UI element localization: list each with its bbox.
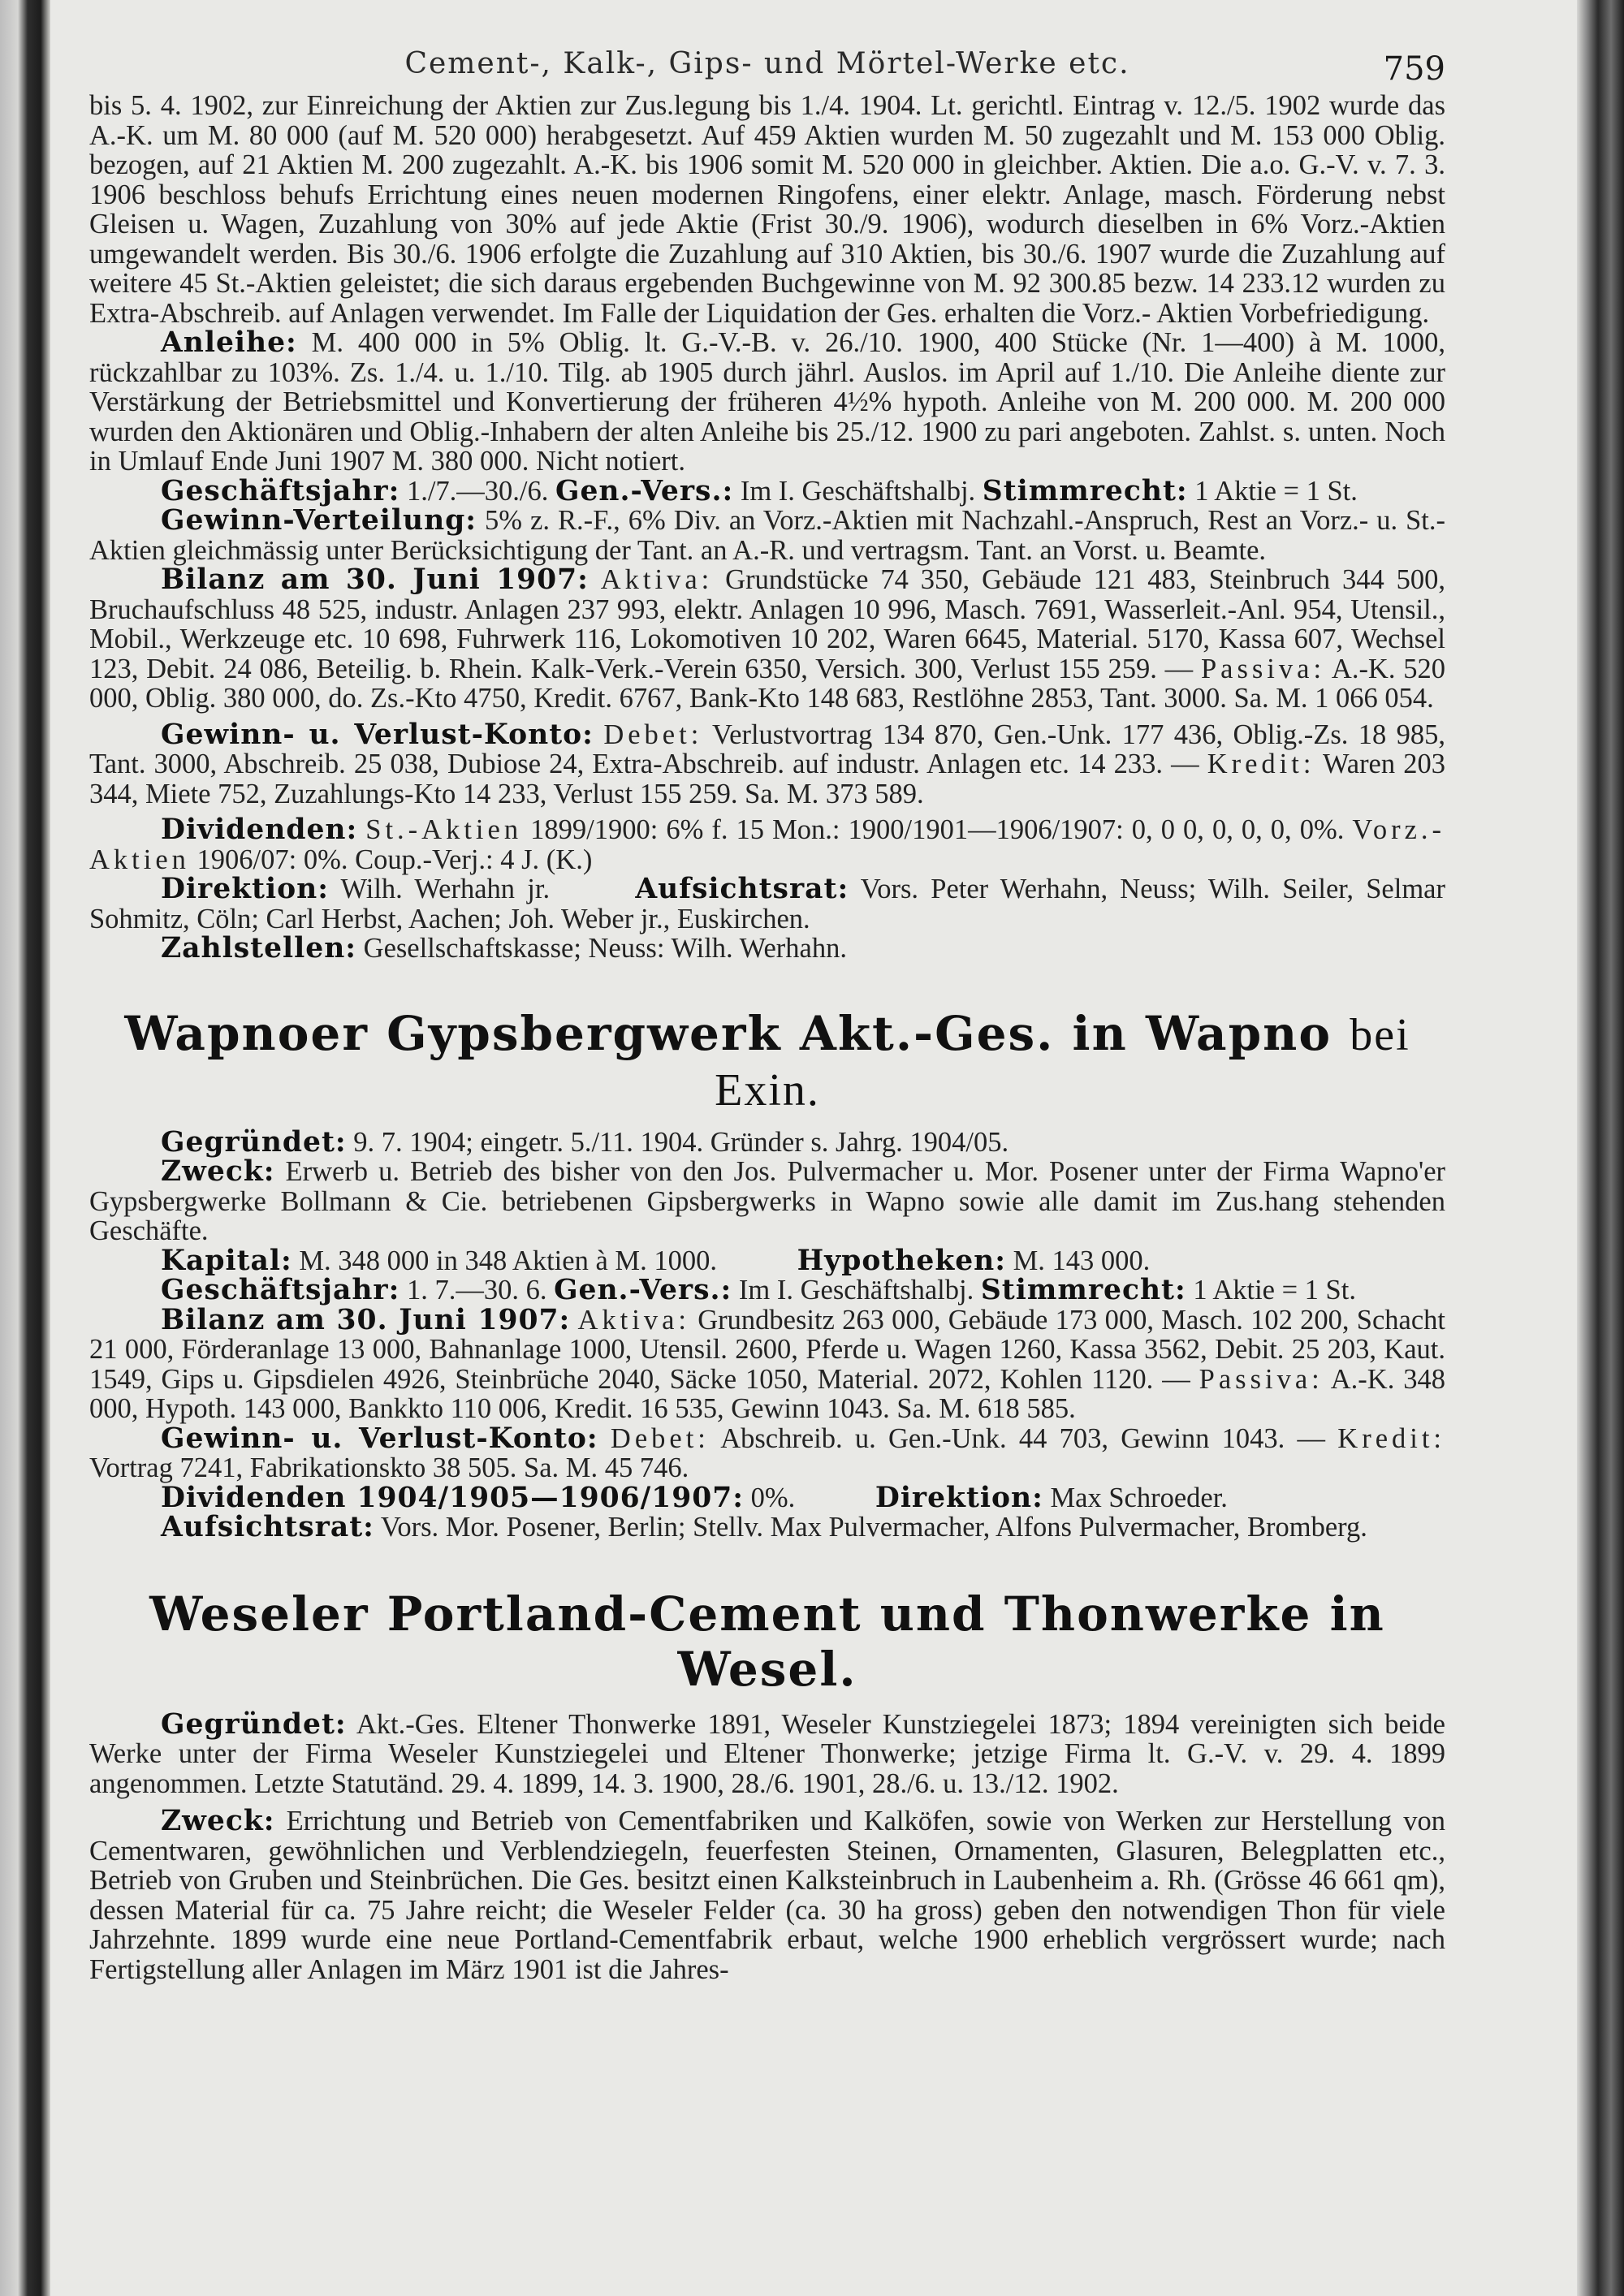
company-title-wapnoer-plain: bei Exin.: [715, 1009, 1410, 1116]
bilanz-paragraph: [89, 565, 1445, 714]
wapnoer-hypotheken-label: Hypotheken:: [797, 1244, 1006, 1277]
guv-debet-label: Debet:: [603, 719, 703, 750]
company-title-wapnoer-bold: Wapnoer Gypsbergwerk Akt.-Ges. in Wapno: [124, 1005, 1332, 1061]
dividenden-st-label: St.-Aktien: [365, 814, 523, 845]
wapnoer-ar-label: Aufsichtsrat:: [161, 1511, 374, 1543]
stimmrecht-text: 1 Aktie = 1 St.: [1194, 475, 1358, 507]
wapnoer-gv-text: Im I. Geschäftshalbj.: [738, 1275, 974, 1306]
weseler-zweck-text: Errichtung und Betrieb von Cementfabriken und Kalköfen, sowie von Werken zur Herstellung von Cementwaren, gewöhnlichen und Verblendziegeln, feuerfesten Steinen, Ornamenten, Glasuren, Belegplatten etc., Betrieb von Gruben und Steinbrüchen. Die Ges. besitzt einen Kalksteinbruch in Laubenheim a. Rh. (Grösse 46 661 qm), dessen Material für ca. 75 Jahre reicht; die Weseler Felder (ca. 30 ha gross) geben den notwendigen Thon für viele Jahrzehnte. 1899 wurde eine neue Portland-Cementfabrik erbaut, welche 1900 erheblich vergrössert wurde; nach Fertigstellung aller Anlagen im März 1901 ist die Jahres-: [89, 1806, 1445, 1985]
dividenden-paragraph: [89, 815, 1445, 874]
wapnoer-guv-debet-label: Debet:: [610, 1422, 710, 1454]
bilanz-passiva-label: Passiva:: [1200, 653, 1326, 684]
geschaeftsjahr-line: [89, 474, 1445, 507]
guv-debet-text: Verlustvortrag 134 870, Gen.-Unk. 177 436, Oblig.-Zs. 18 985, Tant. 3000, Abschreib. 25 038, Dubiose 24, Extra-Abschreib. auf industr. Anlagen etc. 14 233. —: [89, 719, 1445, 779]
wapnoer-gj-text: 1. 7.—30. 6.: [406, 1275, 547, 1306]
wapnoer-dividenden: [89, 1483, 1445, 1513]
guv-kredit-text: Waren 203 344, Miete 752, Zuzahlungs-Kto 14 233, Verlust 155 259. Sa. M. 373 589.: [89, 749, 1445, 809]
gen-vers-label: Gen.-Vers.:: [555, 474, 734, 507]
wapnoer-bilanz: [89, 1303, 1445, 1424]
guv-paragraph: [89, 720, 1445, 809]
stimmrecht-label: Stimmrecht:: [982, 474, 1188, 507]
weseler-zweck: [89, 1806, 1445, 1984]
direktion-label: Direktion:: [161, 873, 329, 905]
wapnoer-gegruendet-text: 9. 7. 1904; eingetr. 5./11. 1904. Gründer s. Jahrg. 1904/05.: [353, 1126, 1009, 1158]
wapnoer-guv-kredit-text: Vortrag 7241, Fabrikationskto 38 505. Sa. M. 45 746.: [89, 1452, 689, 1483]
dividenden-vorz-text: 1906/07: 0%. Coup.-Verj.: 4 J. (K.): [197, 844, 593, 875]
wapnoer-div-label: Dividenden 1904/1905—1906/1907:: [161, 1481, 745, 1514]
wapnoer-zweck-label: Zweck:: [161, 1155, 275, 1188]
wapnoer-guv: [89, 1424, 1445, 1483]
dividenden-vorz-label: Vorz.-Aktien: [89, 814, 1445, 875]
guv-kredit-label: Kredit:: [1207, 749, 1315, 779]
anleihe-text: M. 400 000 in 5% Oblig. lt. G.-V.-B. v. 26./10. 1900, 400 Stücke (Nr. 1—400) à M. 1000, rückzahlbar zu 103%. Zs. 1./4. u. 1./10. Tilg. ab 1905 durch jährl. Auslos. im April auf 1./10. Die Anleihe diente zur Verstärkung der Betriebsmittel und Konvertierung der früheren 4½% hypoth. Anleihe von M. 200 000. M. 200 000 wurden den Aktionären und Oblig.-Inhabern der alten Anleihe bis 25./12. 1900 zu pari angeboten. Zahlst. s. unten. Noch in Umlauf Ende Juni 1907 M. 380 000. Nicht notiert.: [89, 327, 1445, 477]
wapnoer-stimm-label: Stimmrecht:: [980, 1274, 1186, 1306]
wapnoer-passiva-label: Passiva:: [1199, 1363, 1324, 1395]
weseler-gegruendet-label: Gegründet:: [161, 1707, 347, 1741]
wapnoer-zweck-text: Erwerb u. Betrieb des bisher von den Jos. Pulvermacher u. Mor. Posener unter der Firma Wapno'er Gypsbergwerke Bollmann & Cie. betriebenen Gipsbergwerks in Wapno sowie alle damit im Zus.hang stehenden Geschäfte.: [89, 1156, 1445, 1246]
guv-label: Gewinn- u. Verlust-Konto:: [161, 718, 594, 751]
wapnoer-direktion-label: Direktion:: [875, 1481, 1043, 1514]
anleihe-paragraph: [89, 328, 1445, 477]
wapnoer-zweck: [89, 1157, 1445, 1246]
wapnoer-guv-debet-text: Abschreib. u. Gen.-Unk. 44 703, Gewinn 1043. —: [720, 1422, 1326, 1454]
gewinn-verteilung-label: Gewinn-Verteilung:: [161, 504, 477, 537]
gewinn-verteilung-paragraph: [89, 506, 1445, 565]
wapnoer-hypotheken-text: M. 143 000.: [1013, 1245, 1151, 1276]
wapnoer-kapital-text: M. 348 000 in 348 Aktien à M. 1000.: [299, 1245, 717, 1276]
aufsichtsrat-label: Aufsichtsrat:: [635, 873, 849, 905]
dividenden-label: Dividenden:: [161, 814, 358, 846]
weseler-gegruendet: [89, 1707, 1445, 1799]
direktion-text: Wilh. Werhahn jr.: [340, 874, 551, 904]
wapnoer-gegruendet: [89, 1125, 1445, 1159]
wapnoer-direktion-text: Max Schroeder.: [1050, 1482, 1228, 1513]
zahlstellen-paragraph: [89, 934, 1445, 964]
wapnoer-geschaeftsjahr: [89, 1275, 1445, 1306]
gewinn-verteilung-text: 5% z. R.-F., 6% Div. an Vorz.-Aktien mit Nachzahl.-Anspruch, Rest an Vorz.- u. St.-Aktien gleichmässig unter Berücksichtigung der Tant. an A.-R. und vertragsm. Tant. an Vorst. u. Beamte.: [89, 505, 1445, 566]
wapnoer-gj-label: Geschäftsjahr:: [161, 1274, 400, 1306]
wapnoer-bilanz-label: Bilanz am 30. Juni 1907:: [161, 1303, 571, 1336]
weseler-gegruendet-text: Akt.-Ges. Eltener Thonwerke 1891, Weseler Kunstziegelei 1873; 1894 vereinigten sich beide Werke unter der Firma Weseler Kunstziegelei und Eltener Thonwerke; jetzige Firma lt. G.-V. v. 29. 4. 1899 angenommen. Letzte Statutänd. 29. 4. 1899, 14. 3. 1900, 28./6. 1901, 28./6. u. 13./12. 1902.: [89, 1708, 1445, 1799]
aufsichtsrat-text: Vors. Peter Werhahn, Neuss; Wilh. Seiler, Selmar Sohmitz, Cöln; Carl Herbst, Aachen; Joh. Weber jr., Euskirchen.: [89, 874, 1445, 934]
dividenden-st-text: 1899/1900: 6% f. 15 Mon.: 1900/1901—1906/1907: 0, 0 0, 0, 0, 0, 0%.: [530, 814, 1345, 845]
page-content: [89, 39, 1445, 2280]
wapnoer-guv-kredit-label: Kredit:: [1337, 1422, 1445, 1454]
entry-previous: [89, 91, 1445, 964]
geschaeftsjahr-label: Geschäftsjahr:: [161, 474, 400, 507]
wapnoer-stimm-text: 1 Aktie = 1 St.: [1193, 1275, 1356, 1306]
wapnoer-aktiva-text: Grundbesitz 263 000, Gebäude 173 000, Masch. 102 200, Schacht 21 000, Förderanlage 13 000, Bahnanlage 1000, Utensil. 2600, Pferde u. Wagen 1260, Kassa 3562, Debit. 25 203, Kaut. 1549, Gips u. Gipsdielen 4926, Steinbrüche 2040, Säcke 1050, Material. 2072, Kohlen 1120. —: [89, 1304, 1445, 1395]
wapnoer-gv-label: Gen.-Vers.:: [554, 1274, 732, 1306]
wapnoer-kapital: [89, 1246, 1445, 1276]
company-title-wapnoer: [89, 1006, 1445, 1116]
direktion-paragraph: [89, 874, 1445, 934]
zahlstellen-label: Zahlstellen:: [161, 932, 357, 965]
weseler-zweck-label: Zweck:: [161, 1805, 275, 1837]
entry-wapnoer: [89, 1125, 1445, 1543]
wapnoer-gegruendet-label: Gegründet:: [161, 1125, 347, 1159]
bilanz-label: Bilanz am 30. Juni 1907:: [161, 563, 589, 596]
wapnoer-kapital-label: Kapital:: [161, 1244, 292, 1277]
bilanz-aktiva-text: Grundstücke 74 350, Gebäude 121 483, Steinbruch 344 500, Bruchaufschluss 48 525, industr. Anlagen 237 993, elektr. Anlagen 10 996, Masch. 7691, Wasserleit.-Anl. 954, Utensil., Mobil., Werkzeuge etc. 10 698, Fuhrwerk 116, Lokomotiven 10 202, Waren 6645, Material. 5170, Kassa 607, Wechsel 123, Debit. 24 086, Beteilig. b. Rhein. Kalk-Verk.-Verein 6350, Versich. 300, Verlust 155 259. —: [89, 564, 1445, 684]
wapnoer-aufsichtsrat: [89, 1513, 1445, 1543]
entry-previous-intro: bis 5. 4. 1902, zur Einreichung der Aktien zur Zus.legung bis 1./4. 1904. Lt. gerichtl. Eintrag v. 12./5. 1902 wurde das A.-K. um M. 80 000 (auf M. 520 000) herabgesetzt. Auf 459 Aktien wurden M. 50 zugezahlt und M. 153 000 Oblig. bezogen, auf 21 Aktien M. 200 zugezahlt. A.-K. bis 1906 somit M. 520 000 in gleichber. Aktien. Die a.o. G.-V. v. 7. 3. 1906 beschloss behufs Errichtung eines neuen modernen Ringofens, einer elektr. Anlage, masch. Förderung nebst Gleisen u. Wagen, Zuzahlung von 30% auf jede Aktie (Frist 30./9. 1906), wodurch dieselben in 6% Vorz.-Aktien umgewandelt werden. Bis 30./6. 1906 erfolgte die Zuzahlung auf 310 Aktien, bis 30./6. 1907 wurde die Zuzahlung auf weitere 45 St.-Aktien geleistet; die sich daraus ergebenden Buchgewinne von M. 92 300.85 bezw. 14 233.12 wurden zu Extra-Abschreib. auf Anlagen verwendet. Im Falle der Liquidation der Ges. erhalten die Vorz.- Aktien Vorbefriedigung.: [89, 90, 1445, 329]
company-title-weseler: Weseler Portland-Cement und Thonwerke in Wesel.: [149, 1586, 1385, 1697]
zahlstellen-text: Gesellschaftskasse; Neuss: Wilh. Werhahn.: [363, 933, 847, 964]
running-head: [89, 39, 1445, 91]
entry-weseler: [89, 1707, 1445, 1985]
anleihe-label: Anleihe:: [161, 326, 297, 359]
wapnoer-div-text: 0%.: [750, 1482, 796, 1513]
wapnoer-aktiva-label: Aktiva:: [577, 1304, 690, 1336]
bilanz-passiva-text: A.-K. 520 000, Oblig. 380 000, do. Zs.-Kto 4750, Kredit. 6767, Bank-Kto 148 683, Restlöhne 2853, Tant. 3000. Sa. M. 1 066 054.: [89, 653, 1445, 714]
geschaeftsjahr-text: 1./7.—30./6.: [406, 475, 549, 507]
book-spine-left: [0, 0, 50, 2296]
bilanz-aktiva-label: Aktiva:: [600, 564, 714, 595]
gen-vers-text: Im I. Geschäftshalbj.: [740, 475, 976, 507]
wapnoer-guv-label: Gewinn- u. Verlust-Konto:: [161, 1422, 598, 1455]
wapnoer-passiva-text: A.-K. 348 000, Hypoth. 143 000, Bankkto 110 006, Kredit. 16 535, Gewinn 1043. Sa. M. 618 585.: [89, 1363, 1445, 1424]
page-number: 759: [1383, 50, 1445, 88]
book-edge-right: [1577, 0, 1624, 2296]
wapnoer-ar-text: Vors. Mor. Posener, Berlin; Stellv. Max Pulvermacher, Alfons Pulvermacher, Bromberg.: [380, 1512, 1367, 1543]
running-head-title: Cement-, Kalk-, Gips- und Mörtel-Werke etc.: [404, 47, 1130, 80]
